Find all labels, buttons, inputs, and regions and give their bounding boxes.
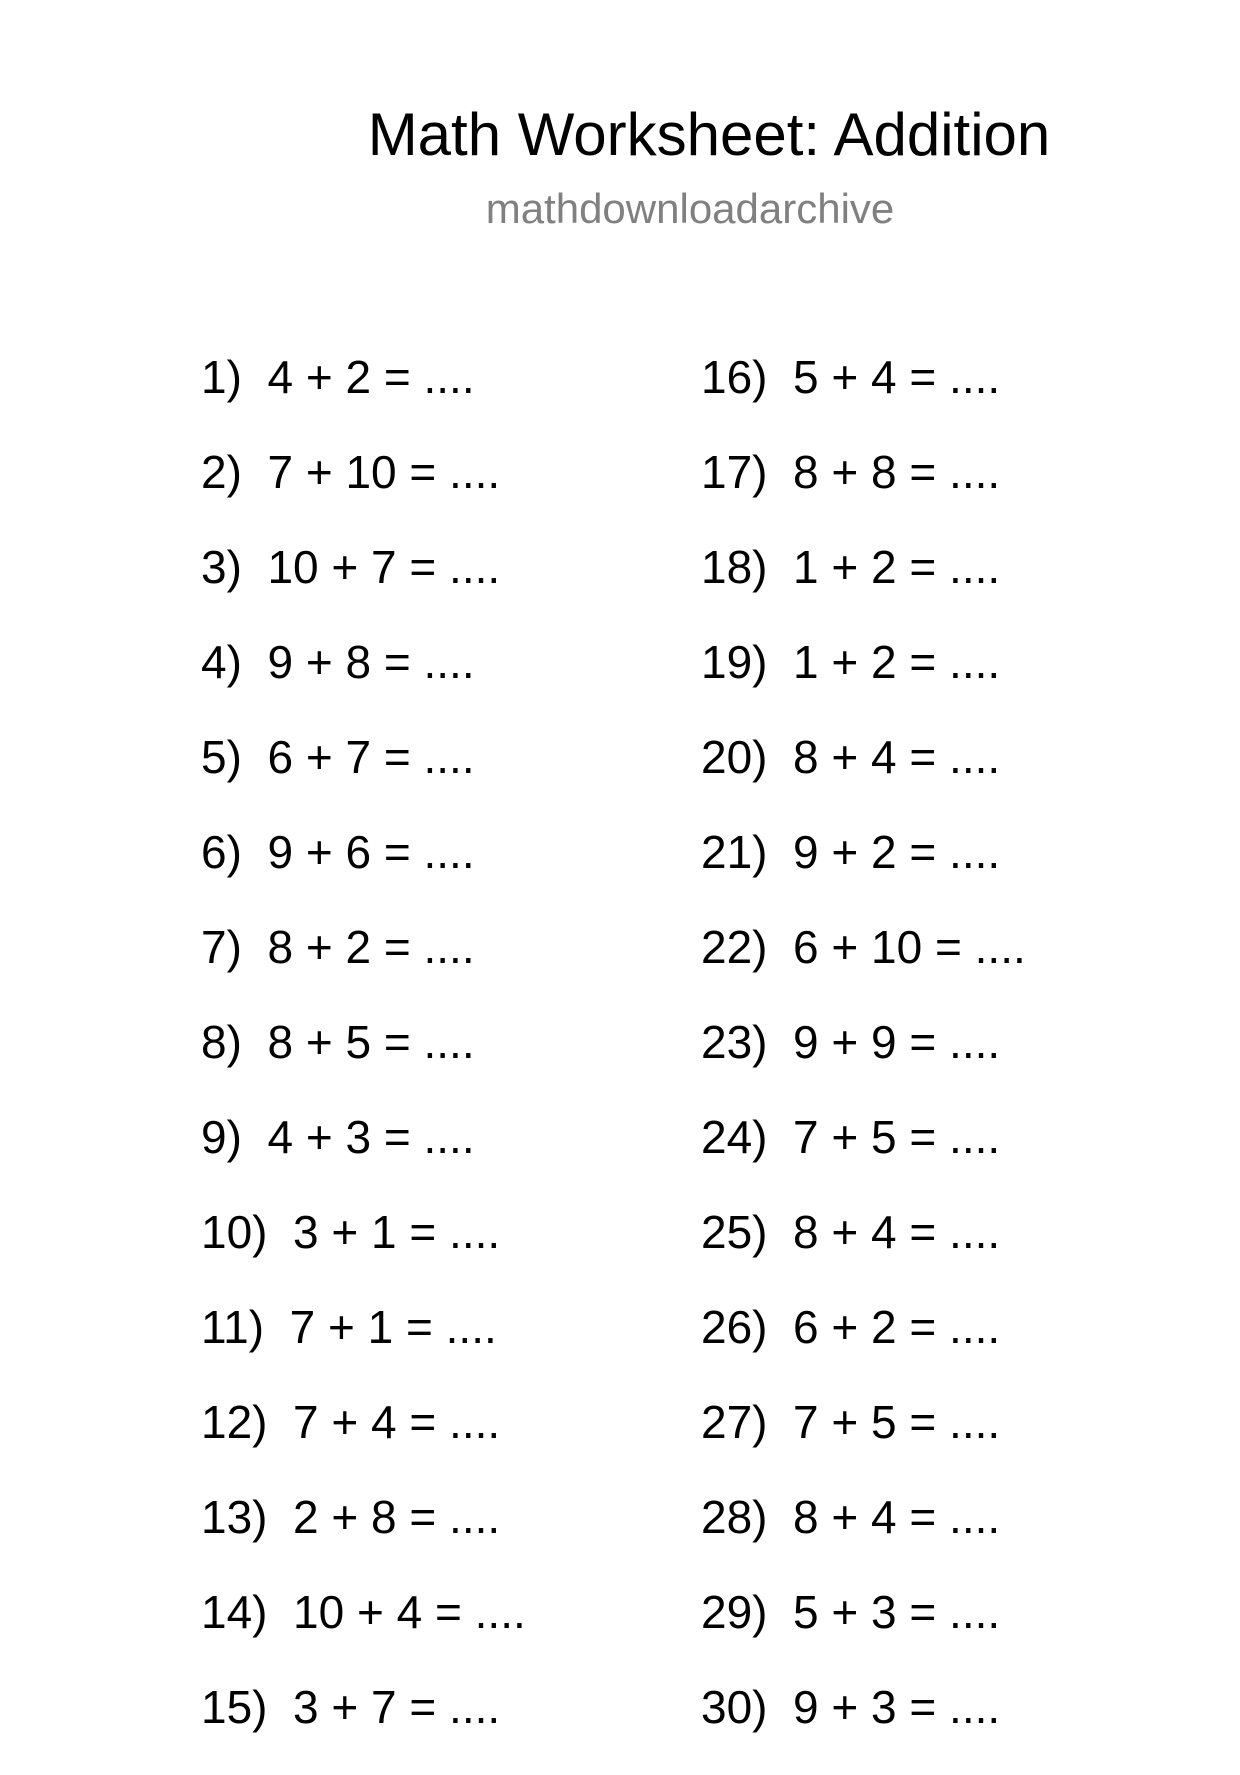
problem-30: 30) 9 + 3 = .... (701, 1681, 1001, 1733)
problem-14: 14) 10 + 4 = .... (201, 1586, 526, 1638)
problem-15: 15) 3 + 7 = .... (201, 1681, 501, 1733)
problem-8: 8) 8 + 5 = .... (201, 1016, 475, 1068)
problem-29: 29) 5 + 3 = .... (701, 1586, 1001, 1638)
problem-12: 12) 7 + 4 = .... (201, 1396, 501, 1448)
problem-3: 3) 10 + 7 = .... (201, 541, 501, 593)
problem-6: 6) 9 + 6 = .... (201, 826, 475, 878)
worksheet-subtitle: mathdownloadarchive (485, 185, 895, 232)
problem-18: 18) 1 + 2 = .... (701, 541, 1001, 593)
problem-2: 2) 7 + 10 = .... (201, 446, 501, 498)
problem-7: 7) 8 + 2 = .... (201, 921, 475, 973)
problem-column-left (201, 350, 526, 1775)
problem-9: 9) 4 + 3 = .... (201, 1111, 475, 1163)
worksheet-title: Math Worksheet: Addition (367, 101, 1051, 168)
problem-24: 24) 7 + 5 = .... (701, 1111, 1001, 1163)
problem-10: 10) 3 + 1 = .... (201, 1206, 501, 1258)
problem-17: 17) 8 + 8 = .... (701, 446, 1001, 498)
problem-11: 11) 7 + 1 = .... (201, 1301, 497, 1353)
problem-28: 28) 8 + 4 = .... (701, 1491, 1001, 1543)
problem-4: 4) 9 + 8 = .... (201, 636, 475, 688)
problem-25: 25) 8 + 4 = .... (701, 1206, 1001, 1258)
problem-1: 1) 4 + 2 = .... (201, 351, 475, 403)
problem-21: 21) 9 + 2 = .... (701, 826, 1001, 878)
problem-5: 5) 6 + 7 = .... (201, 731, 475, 783)
problem-23: 23) 9 + 9 = .... (701, 1016, 1001, 1068)
problem-27: 27) 7 + 5 = .... (701, 1396, 1001, 1448)
problem-22: 22) 6 + 10 = .... (701, 921, 1026, 973)
problem-26: 26) 6 + 2 = .... (701, 1301, 1001, 1353)
problem-column-right (701, 350, 1026, 1775)
problem-16: 16) 5 + 4 = .... (701, 351, 1001, 403)
problem-20: 20) 8 + 4 = .... (701, 731, 1001, 783)
problem-13: 13) 2 + 8 = .... (201, 1491, 501, 1543)
problem-19: 19) 1 + 2 = .... (701, 636, 1001, 688)
